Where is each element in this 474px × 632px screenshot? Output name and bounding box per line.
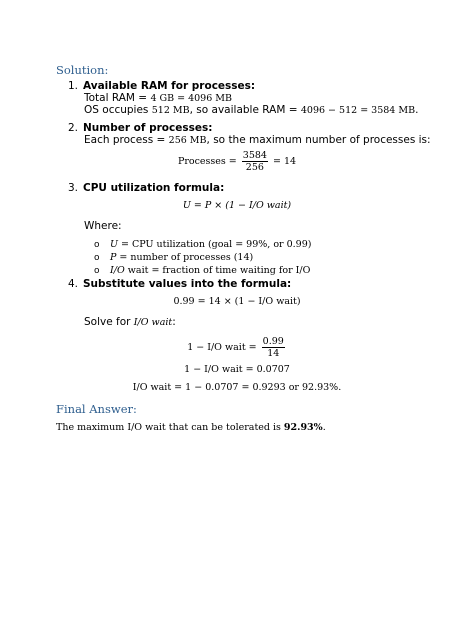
equation-2: 1 − I/O wait = 0.0707: [184, 364, 290, 375]
period: .: [415, 104, 419, 116]
step-1-number: 1.: [68, 80, 79, 92]
max-processes-text: , so the maximum number of processes is:: [206, 134, 431, 146]
step-2: 2. Number of processes:: [68, 122, 213, 134]
utilization-formula: [0, 200, 474, 211]
substituted-formula: [0, 296, 474, 307]
final-answer-text: [56, 422, 326, 433]
step-3: 3. CPU utilization formula:: [68, 182, 225, 194]
bullet-icon: o: [94, 240, 100, 250]
bullet-icon: o: [94, 266, 100, 276]
step-1-line-2: [84, 104, 464, 118]
step-3-title: CPU utilization formula: [83, 182, 221, 194]
where-label: Where:: [84, 220, 122, 232]
final-answer-heading: Final Answer:: [56, 402, 137, 416]
available-value: 4096 − 512 = 3584 MB: [300, 105, 416, 116]
step-1: 1. Available RAM for processes:: [68, 80, 256, 92]
available-label: , so available RAM =: [189, 104, 301, 116]
colon: :: [172, 316, 176, 328]
formula-text: U = P × (1 − I/O wait): [182, 200, 292, 211]
variable-description: = CPU utilization (goal = 99%, or 0.99): [118, 239, 312, 250]
processes-fraction: [242, 150, 268, 173]
variable: I/O: [110, 265, 125, 276]
final-answer-value: 92.93%: [283, 422, 323, 433]
processes-result: = 14: [269, 156, 297, 167]
total-ram-label: Total RAM =: [84, 92, 151, 104]
fraction-numerator: 0.99: [262, 336, 284, 347]
os-label: OS occupies: [84, 104, 152, 116]
list-item: [94, 264, 454, 277]
variable-description: wait = fraction of time waiting for I/O: [124, 265, 311, 276]
fraction-denominator: 256: [245, 162, 264, 173]
list-item: [94, 238, 454, 251]
step-2-number: 2.: [68, 122, 79, 134]
step-4-number: 4.: [68, 278, 79, 290]
step-3-number: 3.: [68, 182, 79, 194]
substituted-text: 0.99 = 14 × (1 − I/O wait): [173, 296, 301, 307]
step-1-title: Available RAM for processes: [83, 80, 251, 92]
eq1-fraction: [262, 336, 285, 359]
process-size-value: 256 MB: [168, 135, 207, 146]
fraction-denominator: 14: [267, 348, 280, 359]
solve-variable: I/O wait: [133, 317, 173, 328]
period: .: [322, 422, 326, 433]
variable: U: [110, 239, 119, 250]
variable-description: = number of processes (14): [116, 252, 254, 263]
processes-label: Processes =: [177, 156, 240, 167]
list-item: [94, 251, 454, 264]
process-size-label: Each process =: [84, 134, 169, 146]
equation-1: [0, 336, 474, 359]
variable: P: [110, 252, 117, 263]
fraction-numerator: 3584: [242, 150, 267, 161]
step-4-title: Substitute values into the formula: [83, 278, 288, 290]
total-ram-value: 4 GB = 4096 MB: [150, 93, 232, 104]
solve-label: Solve for: [84, 316, 134, 328]
os-value: 512 MB: [151, 105, 190, 116]
solution-heading: Solution:: [56, 63, 109, 77]
eq1-left: 1 − I/O wait =: [187, 342, 260, 353]
step-4: 4. Substitute values into the formula:: [68, 278, 292, 290]
variable-list: [94, 238, 454, 277]
step-2-title: Number of processes: [83, 122, 209, 134]
solve-line: [84, 316, 464, 330]
bullet-icon: o: [94, 253, 100, 263]
step-2-line: [84, 134, 464, 148]
processes-equation: [0, 150, 474, 173]
final-answer-sentence: The maximum I/O wait that can be tolerated is: [56, 422, 284, 433]
equation-3: I/O wait = 1 − 0.0707 = 0.9293 or 92.93%.: [132, 382, 342, 393]
